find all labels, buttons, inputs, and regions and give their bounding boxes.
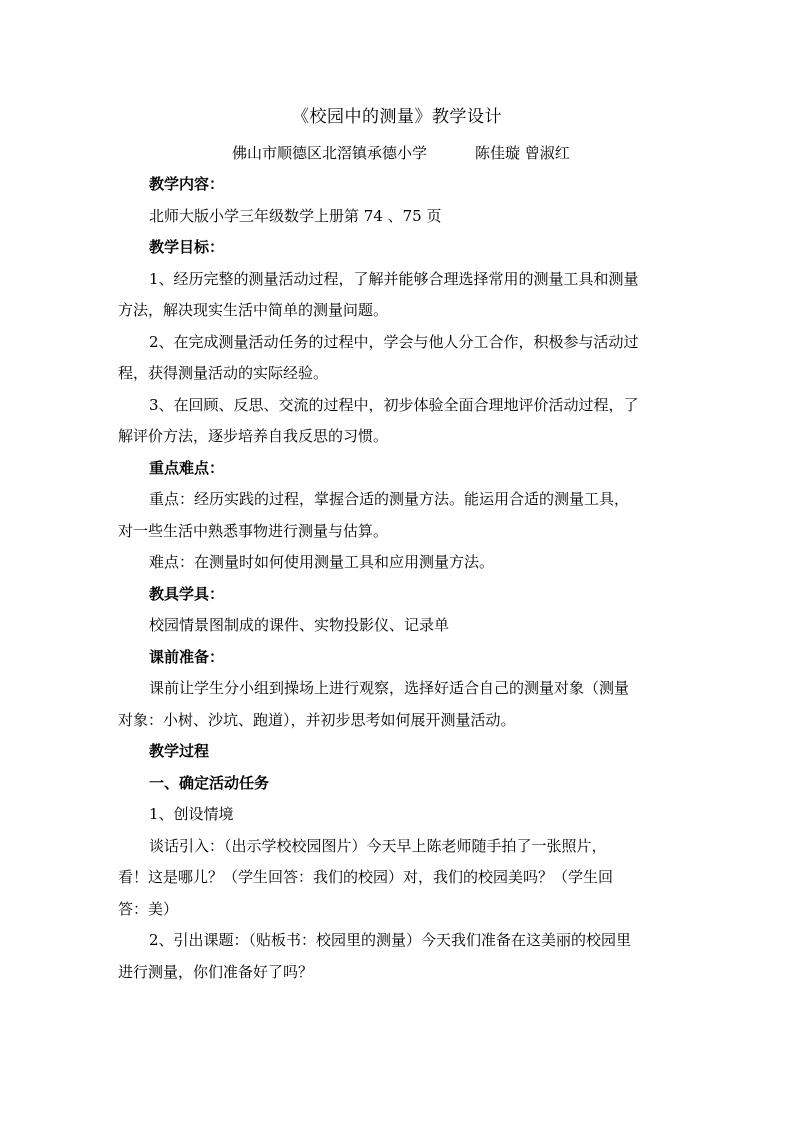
talk-paragraph [118, 831, 678, 926]
paragraph-line: 谈话引入：（出示学校校园图片）今天早上陈老师随手拍了一张照片， [149, 836, 607, 855]
paragraph-line: 重点：经历实践的过程，掌握合适的测量方法。能运用合适的测量工具， [149, 490, 630, 508]
document-body [118, 169, 678, 988]
process-heading: 教学过程 [149, 742, 210, 760]
keypoints-heading: 重点难点： [149, 458, 225, 477]
paragraph-line: 进行测量，你们准备好了吗？ [118, 962, 314, 981]
content-text: 北师大版小学三年级数学上册第 74 、75 页 [149, 206, 442, 225]
prep-paragraph [118, 673, 678, 736]
part1-heading: 一、确定活动任务 [149, 773, 270, 792]
paragraph-line: 方法，解决现实生活中简单的测量问题。 [118, 301, 389, 319]
paragraph-line: 1、经历完整的测量活动过程，了解并能够合理选择常用的测量工具和测量 [149, 269, 639, 288]
step1-heading: 1、创设情境 [149, 805, 234, 823]
tools-heading: 教具学具： [149, 584, 225, 603]
paragraph-line: 对一些生活中熟悉事物进行测量与估算。 [118, 521, 389, 540]
document-title: 《校园中的测量》教学设计 [292, 107, 502, 127]
paragraph-line: 对象：小树、沙坑、跑道），并初步思考如何展开测量活动。 [118, 710, 516, 729]
paragraph-line: 看！这是哪儿？（学生回答：我们的校园）对，我们的校园美吗？（学生回 [118, 868, 614, 886]
goal-1 [118, 264, 678, 327]
school-name: 佛山市顺德区北滘镇承德小学 [232, 144, 428, 162]
goal-3 [118, 390, 678, 453]
key-point [118, 484, 678, 547]
goals-heading: 教学目标： [149, 238, 225, 256]
step2-paragraph [118, 925, 678, 988]
tools-text: 校园情景图制成的课件、实物投影仪、记录单 [149, 616, 450, 634]
paragraph-line: 程，获得测量活动的实际经验。 [118, 364, 329, 382]
paragraph-line: 课前让学生分小组到操场上进行观察，选择好适合自己的测量对象（测量 [149, 679, 630, 697]
paragraph-line: 答：美） [118, 899, 179, 918]
paragraph-line: 解评价方法，逐步培养自我反思的习惯。 [118, 427, 389, 445]
paragraph-line: 2、在完成测量活动任务的过程中，学会与他人分工合作，积极参与活动过 [149, 332, 639, 351]
byline [232, 141, 570, 165]
prep-heading: 课前准备： [149, 647, 225, 666]
difficulty-text: 难点：在测量时如何使用测量工具和应用测量方法。 [149, 553, 495, 571]
content-heading: 教学内容： [149, 175, 225, 193]
paragraph-line: 3、在回顾、反思、交流的过程中，初步体验全面合理地评价活动过程，了 [149, 395, 639, 414]
paragraph-line: 2、引出课题：（贴板书：校园里的测量）今天我们准备在这美丽的校园里 [149, 931, 632, 949]
goal-2 [118, 327, 678, 390]
author-names: 陈佳璇 曾淑红 [475, 144, 570, 162]
